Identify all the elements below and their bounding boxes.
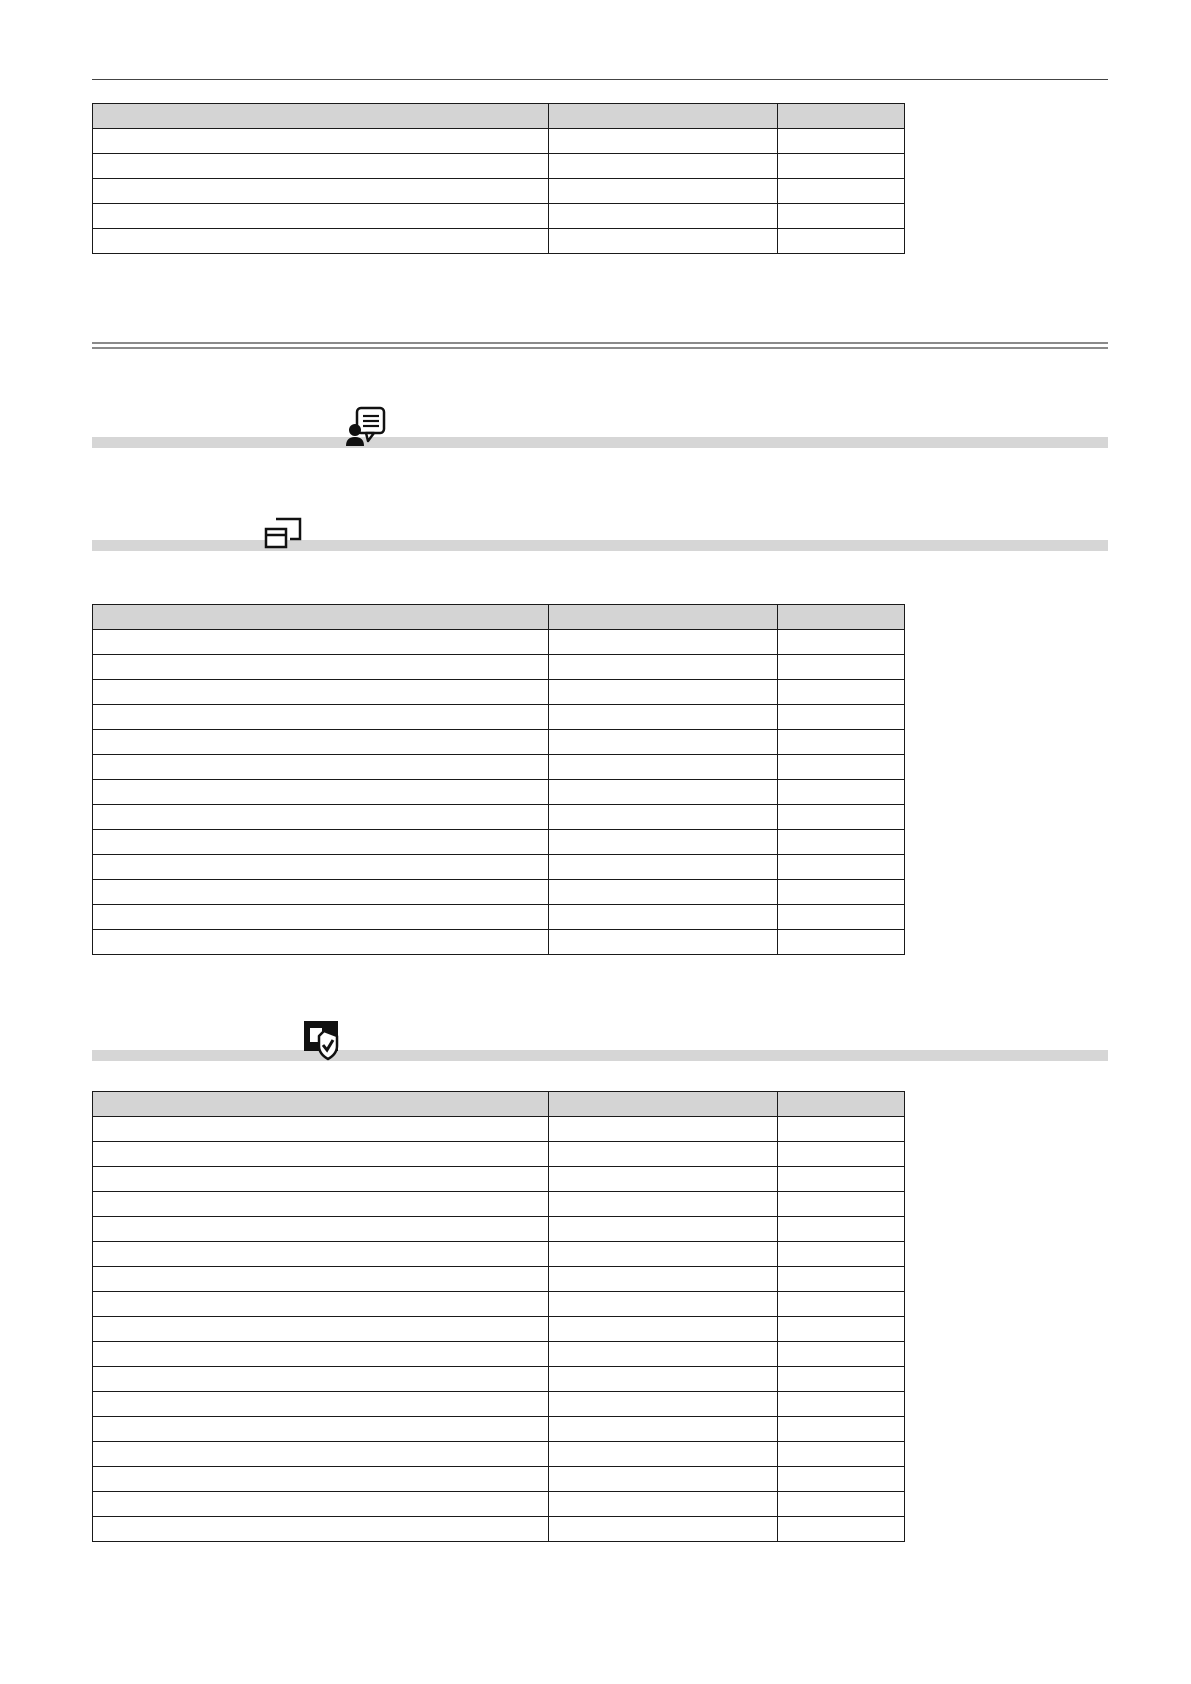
table-cell (93, 1442, 549, 1467)
table-row (93, 1167, 905, 1192)
table-row (93, 1142, 905, 1167)
table-cell (778, 1492, 905, 1517)
table-cell (93, 129, 549, 154)
header-cell (93, 1092, 549, 1117)
table-cell (549, 680, 778, 705)
table-cell (778, 1392, 905, 1417)
table-cell (549, 1492, 778, 1517)
table-cell (549, 730, 778, 755)
table-row (93, 1292, 905, 1317)
table-row (93, 805, 905, 830)
table-cell (549, 154, 778, 179)
table-cell (93, 1217, 549, 1242)
table-row (93, 630, 905, 655)
table-row (93, 705, 905, 730)
table-cell (93, 830, 549, 855)
table-cell (93, 805, 549, 830)
table-cell (549, 830, 778, 855)
table-cell (778, 855, 905, 880)
table-cell (93, 204, 549, 229)
section-band-2 (92, 540, 1108, 551)
table-cell (778, 705, 905, 730)
table-cell (93, 1342, 549, 1367)
table-row (93, 1267, 905, 1292)
header-cell (778, 104, 905, 129)
header-cell (93, 605, 549, 630)
table-cell (93, 930, 549, 955)
table-cell (778, 1217, 905, 1242)
table-row (93, 1467, 905, 1492)
table-cell (549, 705, 778, 730)
table-cell (93, 1417, 549, 1442)
table-row (93, 1442, 905, 1467)
table-row (93, 780, 905, 805)
table-cell (93, 705, 549, 730)
table-cell (93, 880, 549, 905)
table-row (93, 229, 905, 254)
table-row (93, 1417, 905, 1442)
table-row (93, 1342, 905, 1367)
table-cell (778, 1417, 905, 1442)
table-cell (778, 780, 905, 805)
table-cell (93, 1392, 549, 1417)
table-cell (93, 1367, 549, 1392)
table-row (93, 855, 905, 880)
table-cell (549, 1142, 778, 1167)
table-cell (778, 1167, 905, 1192)
table-cell (549, 1417, 778, 1442)
table-cell (549, 1117, 778, 1142)
table-cell (549, 755, 778, 780)
table-cell (778, 204, 905, 229)
table-cell (549, 1342, 778, 1367)
table-cell (93, 154, 549, 179)
table-cell (549, 1442, 778, 1467)
table-cell (93, 905, 549, 930)
table-cell (778, 129, 905, 154)
table-cell (778, 730, 905, 755)
settings-table-top (92, 103, 905, 254)
table-cell (93, 1167, 549, 1192)
table-cell (549, 780, 778, 805)
table-cell (93, 1192, 549, 1217)
table-row (93, 1367, 905, 1392)
table-row (93, 755, 905, 780)
table-cell (778, 229, 905, 254)
table-row (93, 1117, 905, 1142)
table-row (93, 1217, 905, 1242)
table-cell (778, 1342, 905, 1367)
table-row (93, 680, 905, 705)
overlapping-windows-icon (264, 515, 304, 549)
table-cell (549, 805, 778, 830)
header-cell (549, 605, 778, 630)
table-cell (549, 179, 778, 204)
table-row (93, 129, 905, 154)
header-cell (778, 605, 905, 630)
table-row (93, 204, 905, 229)
table-cell (93, 1517, 549, 1542)
table-cell (93, 630, 549, 655)
header-cell (778, 1092, 905, 1117)
table-header-row (93, 1092, 905, 1117)
table-cell (778, 1367, 905, 1392)
table-cell (549, 1317, 778, 1342)
table-cell (549, 129, 778, 154)
table-cell (549, 1467, 778, 1492)
table-cell (778, 179, 905, 204)
table-cell (778, 1317, 905, 1342)
table-cell (93, 1317, 549, 1342)
table-cell (778, 905, 905, 930)
table-cell (549, 930, 778, 955)
table-cell (549, 204, 778, 229)
header-cell (93, 104, 549, 129)
table-row (93, 154, 905, 179)
table-cell (549, 1217, 778, 1242)
table-cell (778, 805, 905, 830)
table-cell (93, 1117, 549, 1142)
table-cell (549, 630, 778, 655)
table-cell (778, 1192, 905, 1217)
table-cell (778, 680, 905, 705)
table-row (93, 930, 905, 955)
table-cell (549, 1242, 778, 1267)
speech-bubble-list-icon (344, 406, 388, 448)
table-cell (93, 1492, 549, 1517)
table-cell (778, 154, 905, 179)
table-header-row (93, 104, 905, 129)
table-cell (93, 179, 549, 204)
table-cell (93, 780, 549, 805)
table-cell (549, 855, 778, 880)
section-band-1 (92, 437, 1108, 448)
shield-check-icon (302, 1019, 342, 1061)
table-cell (549, 1192, 778, 1217)
table-cell (549, 1267, 778, 1292)
table-cell (93, 1467, 549, 1492)
table-row (93, 1517, 905, 1542)
header-cell (549, 104, 778, 129)
table-cell (549, 1167, 778, 1192)
table-cell (93, 1292, 549, 1317)
table-row (93, 730, 905, 755)
table-cell (93, 1242, 549, 1267)
table-cell (93, 730, 549, 755)
table-cell (778, 1467, 905, 1492)
table-cell (549, 655, 778, 680)
table-cell (778, 930, 905, 955)
table-cell (778, 880, 905, 905)
section-band-3 (92, 1050, 1108, 1061)
section-divider (92, 342, 1108, 349)
table-cell (93, 755, 549, 780)
table-row (93, 1192, 905, 1217)
table-cell (549, 1367, 778, 1392)
table-row (93, 655, 905, 680)
table-row (93, 179, 905, 204)
table-row (93, 1242, 905, 1267)
top-rule (92, 79, 1108, 80)
table-cell (549, 1392, 778, 1417)
table-row (93, 880, 905, 905)
table-cell (93, 229, 549, 254)
table-cell (93, 680, 549, 705)
table-cell (93, 1142, 549, 1167)
table-cell (778, 1517, 905, 1542)
table-cell (778, 1117, 905, 1142)
table-cell (93, 855, 549, 880)
table-cell (778, 1242, 905, 1267)
table-cell (549, 229, 778, 254)
table-cell (549, 1292, 778, 1317)
table-row (93, 1492, 905, 1517)
table-cell (549, 1517, 778, 1542)
settings-table-middle (92, 604, 905, 955)
table-cell (93, 655, 549, 680)
table-row (93, 905, 905, 930)
table-cell (549, 880, 778, 905)
table-cell (778, 1442, 905, 1467)
table-row (93, 1317, 905, 1342)
table-row (93, 1392, 905, 1417)
table-cell (778, 1267, 905, 1292)
table-cell (778, 1292, 905, 1317)
header-cell (549, 1092, 778, 1117)
table-cell (778, 655, 905, 680)
table-header-row (93, 605, 905, 630)
table-cell (778, 830, 905, 855)
table-row (93, 830, 905, 855)
settings-table-bottom (92, 1091, 905, 1542)
table-cell (778, 1142, 905, 1167)
table-cell (778, 630, 905, 655)
table-cell (778, 755, 905, 780)
table-cell (93, 1267, 549, 1292)
table-cell (549, 905, 778, 930)
